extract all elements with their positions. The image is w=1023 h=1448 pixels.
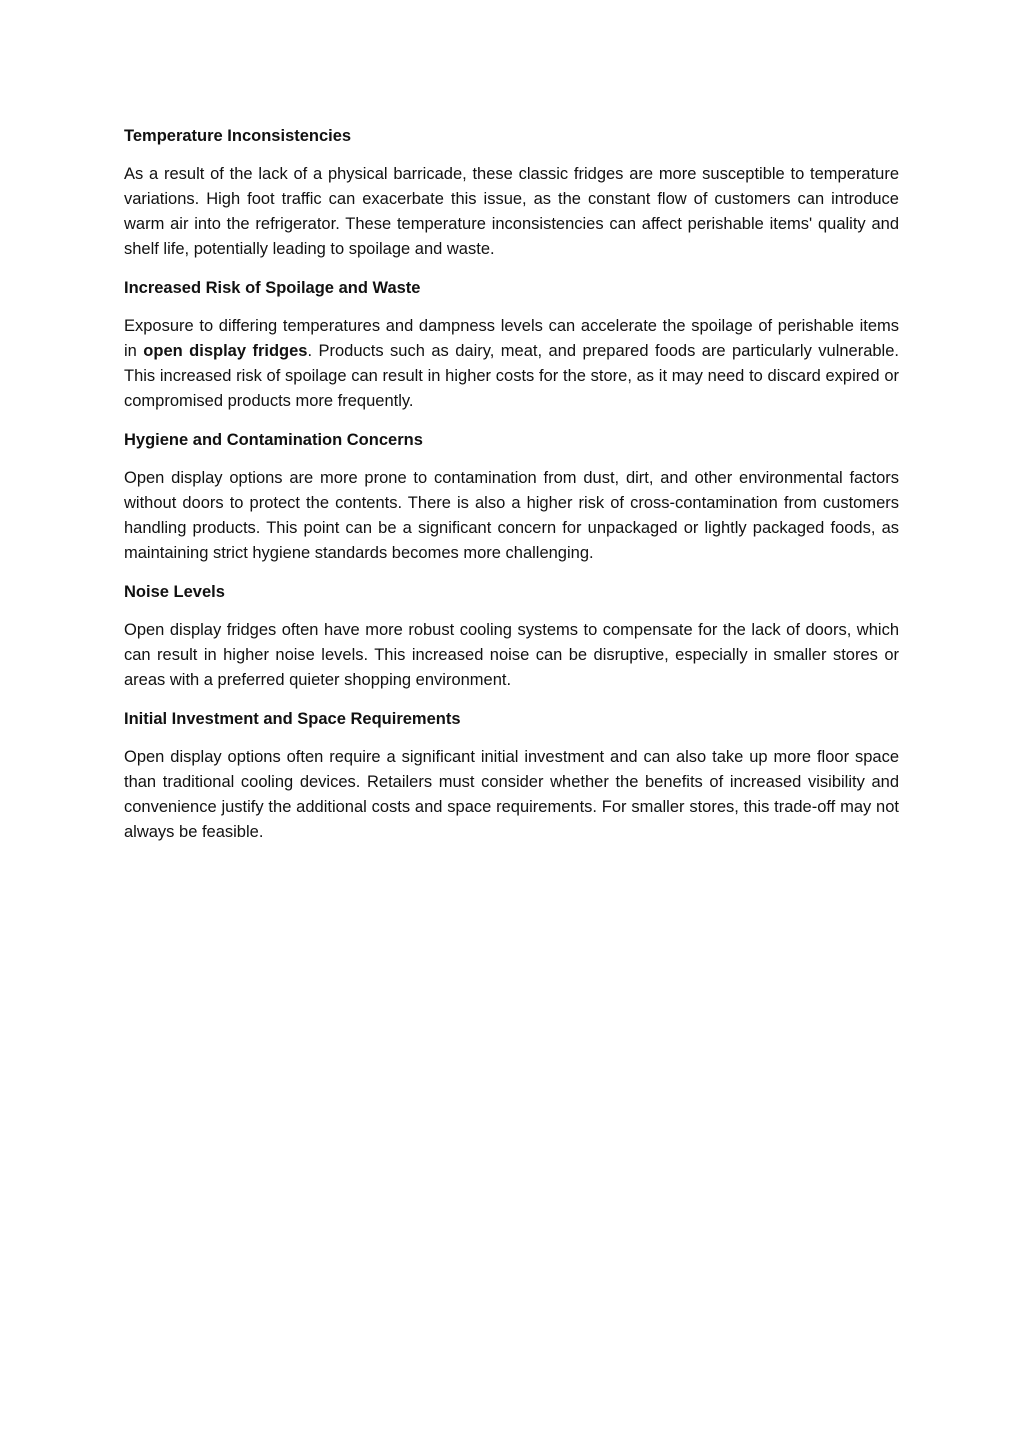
section-heading: Initial Investment and Space Requirements <box>124 710 461 728</box>
document-page <box>124 124 899 859</box>
section-heading: Hygiene and Contamination Concerns <box>124 431 423 449</box>
bold-phrase: open display fridges <box>143 342 308 360</box>
section-investment-space <box>124 707 899 845</box>
section-body <box>124 314 899 414</box>
section-noise-levels <box>124 580 899 693</box>
section-body: Open display fridges often have more robust cooling systems to compensate for the lack of doors, which can result in higher noise levels. This increased noise can be disruptive, especially in smaller stores or areas with a preferred quieter shopping environment. <box>124 621 899 689</box>
section-heading: Increased Risk of Spoilage and Waste <box>124 279 421 297</box>
section-hygiene-contamination <box>124 428 899 566</box>
section-heading: Temperature Inconsistencies <box>124 127 352 145</box>
section-body: Open display options are more prone to contamination from dust, dirt, and other environmental factors without doors to protect the contents. There is also a higher risk of cross-contamination from customers handling products. This point can be a significant concern for unpackaged or lightly packaged foods, as maintaining strict hygiene standards becomes more challenging. <box>124 469 899 562</box>
body-text: . Products such as dairy, meat, and prepared foods are particularly vulnerable. This increased risk of spoilage can result in higher costs for the store, as it may need to discard expired or compromised products more frequently. <box>124 342 899 410</box>
section-body: As a result of the lack of a physical barricade, these classic fridges are more susceptible to temperature variations. High foot traffic can exacerbate this issue, as the constant flow of customers can introduce warm air into the refrigerator. These temperature inconsistencies can affect perishable items' quality and shelf life, potentially leading to spoilage and waste. <box>124 165 899 258</box>
section-heading: Noise Levels <box>124 583 225 601</box>
section-temperature-inconsistencies <box>124 124 899 262</box>
body-text: Exposure to differing temperatures and dampness levels can accelerate the spoilage of perishable items in <box>124 317 899 360</box>
section-body: Open display options often require a significant initial investment and can also take up more floor space than traditional cooling devices. Retailers must consider whether the benefits of increased visibility and convenience justify the additional costs and space requirements. For smaller stores, this trade-off may not always be feasible. <box>124 748 899 841</box>
section-spoilage-and-waste <box>124 276 899 414</box>
